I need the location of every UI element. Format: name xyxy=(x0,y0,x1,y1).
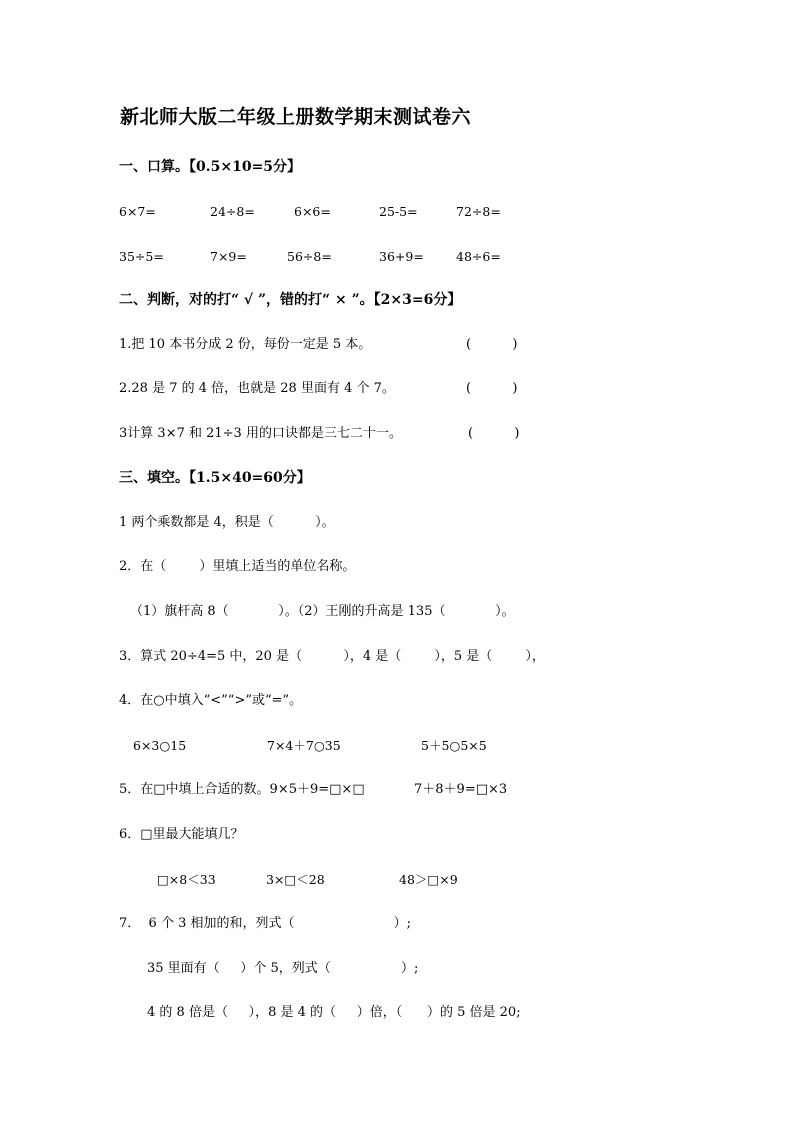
oral-item: 6×6= xyxy=(294,204,331,219)
oral-item: 36+9= xyxy=(379,249,424,264)
page-title: 新北师大版二年级上册数学期末测试卷六 xyxy=(120,106,472,128)
fill-question-3: 3．算式 20÷4=5 中，20 是（ ），4 是（ ），5 是（ ）， xyxy=(119,649,545,664)
fill-question-5: 5．在□中填上合适的数。9×5＋9=□×□ xyxy=(119,782,365,797)
oral-item: 72÷8= xyxy=(456,204,501,219)
judge-item-3: 3计算 3×7 和 21÷3 用的口诀都是三七二十一。 xyxy=(119,426,402,441)
fill-question-4: 4．在○中填入“<”“>”或“=”。 xyxy=(119,693,303,708)
compare-item: 6×3○15 xyxy=(133,738,187,753)
section2-heading: 二、判断，对的打“ √ ”，错的打“ × ”。【2×3=6分】 xyxy=(119,292,462,308)
oral-item: 48÷6= xyxy=(456,249,501,264)
oral-item: 24÷8= xyxy=(210,204,255,219)
fill-question-2: 2．在（ ）里填上适当的单位名称。 xyxy=(119,559,356,574)
oral-item: 6×7= xyxy=(119,204,156,219)
fill-question-2-sub: （1）旗杆高 8（ ）。（2）王刚的升高是 135（ ）。 xyxy=(130,604,515,619)
fill-question-1: 1 两个乘数都是 4，积是（ ）。 xyxy=(119,515,335,530)
answer-paren: ( ) xyxy=(466,381,518,396)
max-fill-item: 3×□＜28 xyxy=(266,872,325,887)
oral-item: 56÷8= xyxy=(287,249,332,264)
fill-question-7-c: 4 的 8 倍是（ ），8 是 4 的（ ）倍，（ ）的 5 倍是 20; xyxy=(147,1005,521,1020)
compare-item: 7×4＋7○35 xyxy=(267,738,341,753)
answer-paren: ( ) xyxy=(466,337,518,352)
oral-item: 35÷5= xyxy=(119,249,164,264)
judge-item-1: 1.把 10 本书分成 2 份，每份一定是 5 本。 xyxy=(119,337,372,352)
compare-item: 5＋5○5×5 xyxy=(421,738,487,753)
fill-question-6: 6．□里最大能填几？ xyxy=(119,827,244,842)
fill-question-5-b: 7＋8＋9=□×3 xyxy=(414,782,508,797)
oral-item: 7×9= xyxy=(210,249,247,264)
max-fill-item: 48＞□×9 xyxy=(399,872,458,887)
section1-heading: 一、口算。【0.5×10=5分】 xyxy=(119,159,302,175)
max-fill-item: □×8＜33 xyxy=(157,872,216,887)
section3-heading: 三、填空。【1.5×40=60分】 xyxy=(119,470,311,486)
fill-question-7-b: 35 里面有（ ）个 5，列式（ ）; xyxy=(147,961,419,976)
fill-question-7: 7． 6 个 3 相加的和，列式（ ）; xyxy=(119,916,412,931)
oral-item: 25-5= xyxy=(379,204,418,219)
answer-paren: ( ) xyxy=(468,426,520,441)
judge-item-2: 2.28 是 7 的 4 倍，也就是 28 里面有 4 个 7。 xyxy=(119,381,395,396)
